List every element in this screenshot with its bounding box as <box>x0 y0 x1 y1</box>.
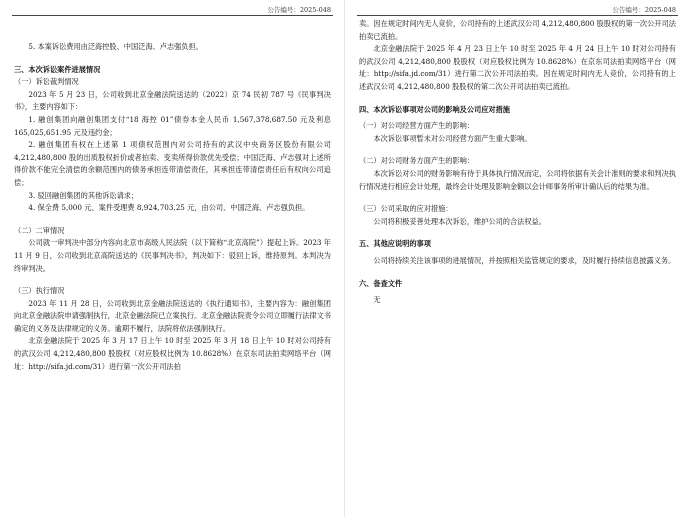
other-matters-text: 公司将持续关注该事项的进展情况，并按照相关监管规定的要求，及时履行持续信息披露义务。 <box>373 255 676 265</box>
header-rule-right <box>357 15 678 16</box>
judgment-intro: 2023 年 5 月 23 日，公司收到北京金融法院送达的（2022）京 74 民初 787 号《民事判决书》，主要内容如下： <box>14 89 331 112</box>
measures-text: 公司将积极妥善处理本次诉讼，维护公司的合法权益。 <box>373 216 546 226</box>
reference-documents-text: 无 <box>373 295 381 305</box>
subsection-execution-heading: （三）执行情况 <box>14 286 65 296</box>
execution-paragraph-2: 北京金融法院于 2025 年 3 月 17 日上午 10 时至 2025 年 3 月 18 日上午 10 时对公司持有的武汉公司 4,212,480,800 股股权（对应股权比例为 10.8628%）在京东司法拍卖网络平台（网址：http://sifa.jd.com/31）进行第一次公开司法拍 <box>14 336 331 371</box>
announcement-number-right: 公告编号：2025-048 <box>612 6 676 14</box>
auction-continuation: 卖。因在规定时间内无人竞价，公司持有的上述武汉公司 4,212,480,800 股股权的第一次公开司法拍卖已流拍。 <box>359 19 676 41</box>
measures-heading: （三）公司采取的应对措施： <box>359 204 453 214</box>
section-3-heading: 三、本次诉讼案件进展情况 <box>14 64 101 74</box>
judgment-item-4: 4. 保全费 5,000 元、案件受理费 8,924,703.25 元，由公司、中国泛海、卢志强负担。 <box>28 203 310 213</box>
execution-paragraph-1: 2023 年 11 月 28 日，公司收到北京金融法院送达的《执行通知书》，主要内容为：融创集团向北京金融法院申请强制执行，北京金融法院已立案执行。北京金融法院责令公司立即履行法律文书确定的义务及法律规定的义务。逾期不履行，法院将依法强制执行。 <box>14 298 331 333</box>
appeal-paragraph: 公司就一审判决中部分内容向北京市高级人民法院（以下简称“北京高院”）提起上诉。2023 年 11 月 9 日，公司收到北京高院送达的《民事判决书》，判决如下：驳回上诉，维持原判。本判决为终审判决。 <box>14 238 331 273</box>
announcement-number-left: 公告编号：2025-048 <box>267 6 331 14</box>
left-page-content <box>14 41 331 373</box>
judgment-item-1: 1. 融创集团向融创集团支付“18 海控 01”债券本金人民币 1,567,378,687.50 元及利息 165,025,651.95 元及违约金； <box>14 114 331 137</box>
subsection-appeal-heading: （二）二审情况 <box>14 225 65 235</box>
section-4-heading: 四、本次诉讼事项对公司的影响及公司应对措施 <box>359 104 510 114</box>
impact-operations-text: 本次诉讼事项暂未对公司经营方面产生重大影响。 <box>373 133 532 143</box>
impact-finance-heading: （二）对公司财务方面产生的影响： <box>359 156 475 166</box>
header-rule-left <box>12 15 333 16</box>
judgment-item-3: 3. 驳回融创集团的其他诉讼请求； <box>28 190 139 200</box>
subsection-judgment-heading: （一）诉讼裁判情况 <box>14 77 79 87</box>
section-6-heading: 六、备查文件 <box>359 278 403 288</box>
item-5: 5. 本案诉讼费用由泛海控股、中国泛海、卢志强负担。 <box>28 42 203 51</box>
right-page-content <box>359 18 676 307</box>
second-auction-paragraph: 北京金融法院于 2025 年 4 月 23 日上午 10 时至 2025 年 4 月 24 日上午 10 时对公司持有的武汉公司 4,212,480,800 股股权（对应股权比例为 10.8628%）在京东司法拍卖网络平台（网址：http://sifa.jd.com/31）进行第二次公开司法拍卖。因在规定时间内无人竞价，公司持有的上述武汉公司 4,212,480,800 股股权的第二次公开司法拍卖已流拍。 <box>359 44 676 91</box>
right-page <box>345 0 690 517</box>
impact-operations-heading: （一）对公司经营方面产生的影响： <box>359 121 475 131</box>
impact-finance-text: 本次诉讼对公司的财务影响有待于具体执行情况而定，公司将依据有关会计准则的要求和判决执行情况进行相应会计处理，最终会计处理及影响金额以会计师事务所审计确认后的结果为准。 <box>359 168 676 191</box>
section-5-heading: 五、其他应说明的事项 <box>359 239 431 249</box>
judgment-item-2: 2. 融创集团有权在上述第 1 项债权范围内对公司持有的武汉中央商务区股份有限公司 4,212,480,800 股的出质股权折价或者拍卖、变卖所得价款优先受偿；中国泛海、卢志强对上述所得价款不能完全清偿的余额范围内的债务承担连带清偿责任，其承担连带清偿责任后有权向公司追偿； <box>14 140 331 187</box>
